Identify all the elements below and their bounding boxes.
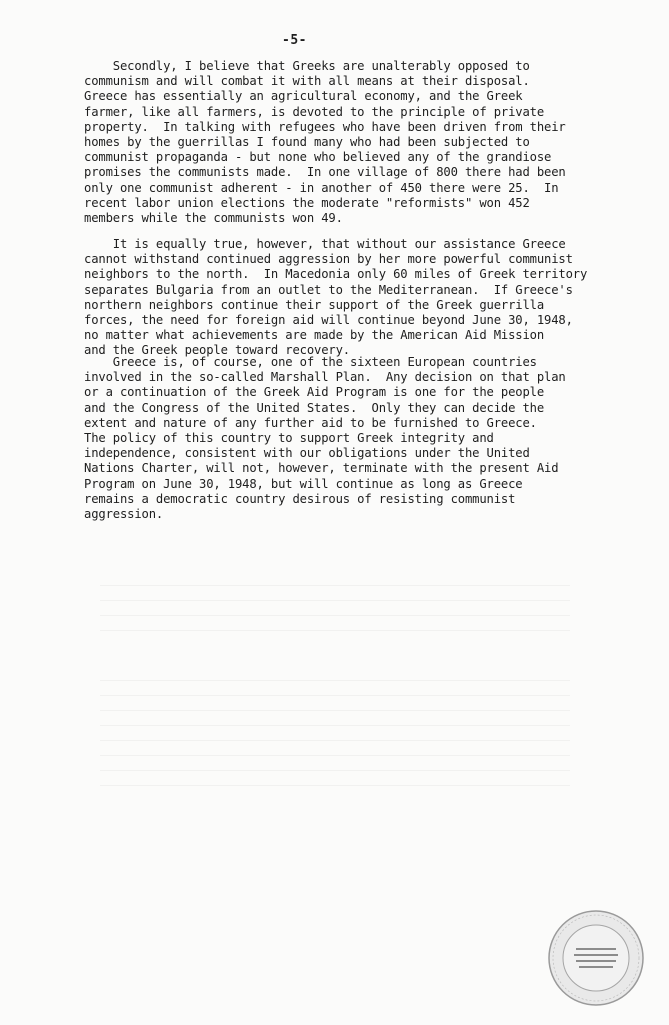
page-number: -5- [282,33,307,48]
paragraph-marshall-plan: Greece is, of course, one of the sixteen European countries involved in the so-called Marshall Plan. Any decision on that plan or a continuation of the Greek Aid Program is one for the people and the Congress of the United States. Only they can decide the extent and nature of any further aid to be furnished to Greece. The policy of this country to support Greek integrity and independence, consistent with our obligations under the United Nations Charter, will not, however, terminate with the present Aid Program on June 30, 1948, but will continue as long as Greece remains a democratic country desirous of resisting communist aggression. [84,355,566,522]
seal-icon [546,908,646,1008]
paragraph-equally-true: It is equally true, however, that without our assistance Greece cannot withstand continued aggression by her more powerful communist neighbors to the north. In Macedonia only 60 miles of Greek territory separates Bulgaria from an outlet to the Mediterranean. If Greece's northern neighbors continue their support of the Greek guerrilla forces, the need for foreign aid will continue beyond June 30, 1948, no matter what achievements are made by the American Aid Mission and the Greek people toward recovery. [84,237,588,358]
archive-seal-stamp [546,908,646,1008]
paragraph-secondly: Secondly, I believe that Greeks are unalterably opposed to communism and will combat it with all means at their disposal. Greece has essentially an agricultural economy, and the Greek farmer, like all farmers, is devoted to the principle of private property. In talking with refugees who have been driven from their homes by the guerrillas I found many who had been subjected to communist propaganda - but none who believed any of the grandiose promises the communists made. In one village of 800 there had been only one communist adherent - in another of 450 there were 25. In recent labor union elections the moderate "reformists" won 452 members while the communists won 49. [84,59,566,226]
